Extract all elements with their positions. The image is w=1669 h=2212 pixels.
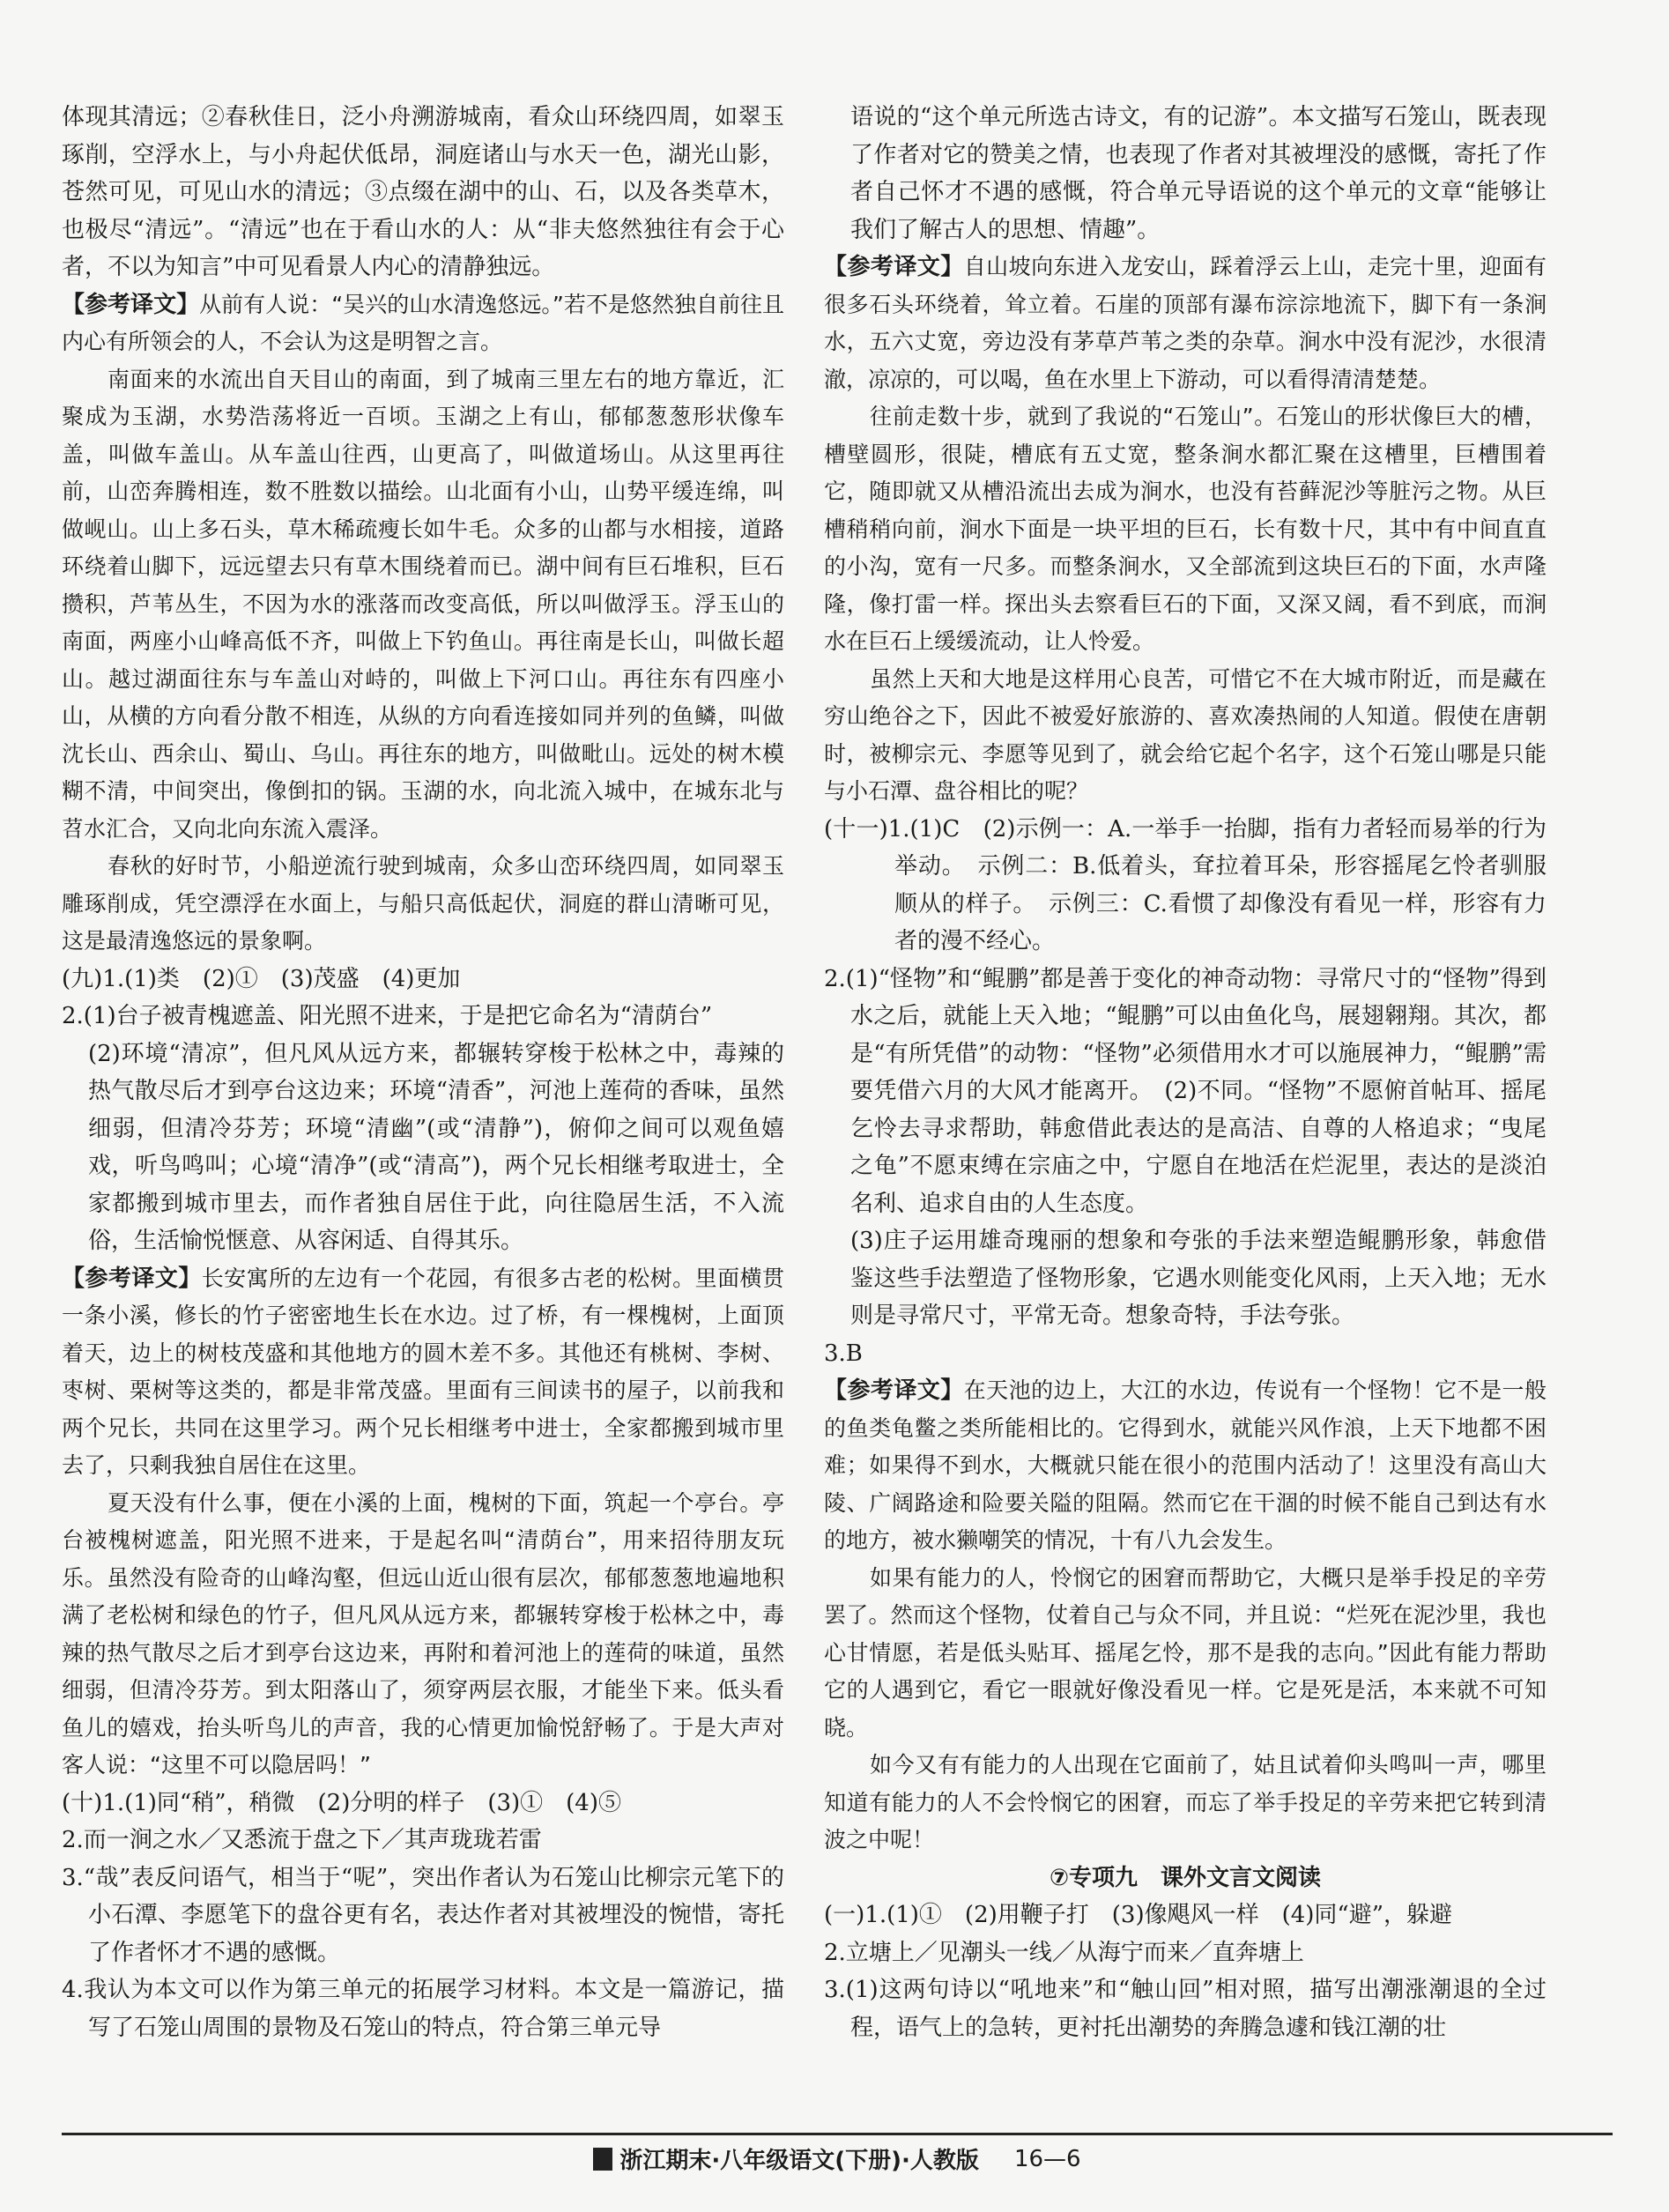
- translation-paragraph: 南面来的水流出自天目山的南面，到了城南三里左右的地方靠近，汇聚成为玉湖，水势浩荡将近一百顷。玉湖之上有山，郁郁葱葱形状像车盖，叫做车盖山。从车盖山往西，山更高了，叫做道场山。从这里再往前，山峦奔腾相连，数不胜数以描绘。山北面有小山，山势平缓连绵，叫做岘山。山上多石头，草木稀疏瘦长如牛毛。众多的山都与水相接，道路环绕着山脚下，远远望去只有草木围绕着而已。湖中间有巨石堆积，巨石攒积，芦苇丛生，不因为水的涨落而改变高低，所以叫做浮玉。浮玉山的南面，两座小山峰高低不齐，叫做上下钓鱼山。再往南是长山，叫做长超山。越过湖面往东与车盖山对峙的，叫做上下河口山。再往东有四座小山，从横的方向看分散不相连，从纵的方向看连接如同并列的鱼鳞，叫做沈长山、西余山、蜀山、乌山。再往东的地方，叫做毗山。远处的树木模糊不清，中间突出，像倒扣的锅。玉湖的水，向北流入城中，在城东北与苕水汇合，又向北向东流入震泽。: [62, 366, 784, 842]
- translation-paragraph: [62, 1260, 784, 1485]
- answer-line: (十)1.(1)同“稍”，稍微 (2)分明的样子 (3)① (4)⑤: [62, 1789, 621, 1816]
- answer-paragraph: 体现其清远；②春秋佳日，泛小舟溯游城南，看众山环绕四周，如翠玉琢削，空浮水上，与小舟起伏低昂，洞庭诸山与水天一色，湖光山影，苍然可见，可见山水的清远；③点缀在湖中的山、石，以及各类草木，也极尽“清远”。“清远”也在于看山水的人：从“非夫悠然独往有会于心者，不以为知言”中可见看景人内心的清静独远。: [62, 104, 784, 280]
- answer-paragraph: 2.(1)“怪物”和“鲲鹏”都是善于变化的神奇动物：寻常尺寸的“怪物”得到水之后，就能上天入地；“鲲鹏”可以由鱼化鸟，展翅翱翔。其次，都是“有所凭借”的动物：“怪物”必须借用水才可以施展神力，“鲲鹏”需要凭借六月的大风才能离开。 (2)不同。“怪物”不愿俯首帖耳、摇尾乞怜去寻求帮助，韩愈借此表达的是高洁、自尊的人格追求；“曳尾之龟”不愿束缚在宗庙之中，宁愿自在地活在烂泥里，表达的是淡泊名利、追求自由的人生态度。: [824, 965, 1547, 1217]
- translation-text: 在天池的边上，大江的水边，传说有一个怪物！它不是一般的鱼类龟鳖之类所能相比的。它得到水，就能兴风作浪，上天下地都不困难；如果得不到水，大概就只能在很小的范围内活动了！这里没有高山大陵、广阔路途和险要关隘的阻隔。然而它在干涸的时候不能自己到达有水的地方，被水獭嘲笑的情况，十有八九会发生。: [824, 1377, 1547, 1553]
- translation-paragraph: 虽然上天和大地是这样用心良苦，可惜它不在大城市附近，而是藏在穷山绝谷之下，因此不被爱好旅游的、喜欢凑热闹的人知道。假使在唐朝时，被柳宗元、李愿等见到了，就会给它起个名字，这个石笼山哪是只能与小石潭、盘谷相比的呢？: [824, 665, 1547, 804]
- translation-paragraph: 如果有能力的人，怜悯它的困窘而帮助它，大概只是举手投足的辛劳罢了。然而这个怪物，仗着自己与众不同，并且说：“烂死在泥沙里，我也心甘情愿，若是低头贴耳、摇尾乞怜，那不是我的志向。”因此有能力帮助它的人遇到它，看它一眼就好像没看见一样。它是死是活，本来就不可知晓。: [824, 1564, 1547, 1741]
- answer-paragraph: (十一)1.(1)C (2)示例一：A.一举手一抬脚，指有力者轻而易举的行为举动。 示例二：B.低着头，耷拉着耳朵，形容摇尾乞怜者驯服顺从的样子。 示例三：C.看惯了却像没有看见一样，形容有力者的漫不经心。: [824, 815, 1547, 954]
- translation-paragraph: [824, 1372, 1547, 1560]
- answer-line: 2.(1)台子被青槐遮盖、阳光照不进来，于是把它命名为“清荫台”: [62, 1003, 713, 1029]
- answer-paragraph: (2)环境“清凉”，但凡风从远方来，都辗转穿梭于松林之中，毒辣的热气散尽后才到亭台这边来；环境“清香”，河池上莲荷的香味，虽然细弱，但清冷芬芳；环境“清幽”(或“清静”)，俯仰之间可以观鱼嬉戏，听鸟鸣叫；心境“清净”(或“清高”)，两个兄长相继考取进士，全家都搬到城市里去，而作者独自居住于此，向往隐居生活，不入流俗，生活愉悦惬意、从容闲适、自得其乐。: [88, 1040, 784, 1254]
- translation-paragraph: 夏天没有什么事，便在小溪的上面，槐树的下面，筑起一个亭台。亭台被槐树遮盖，阳光照不进来，于是起名叫“清荫台”，用来招待朋友玩乐。虽然没有险奇的山峰沟壑，但远山近山很有层次，郁郁葱葱地遍地积满了老松树和绿色的竹子，但凡风从远方来，都辗转穿梭于松林之中，毒辣的热气散尽之后才到亭台这边来，再附和着河池上的莲荷的味道，虽然细弱，但清冷芬芳。到太阳落山了，须穿两层衣服，才能坐下来。低头看鱼儿的嬉戏，抬头听鸟儿的声音，我的心情更加愉悦舒畅了。于是大声对客人说：“这里不可以隐居吗！”: [62, 1489, 784, 1778]
- translation-tag: 【参考译文】: [824, 1377, 964, 1404]
- left-column: [62, 99, 784, 2046]
- right-column: [824, 99, 1547, 2046]
- translation-paragraph: 春秋的好时节，小船逆流行驶到城南，众多山峦环绕四周，如同翠玉雕琢削成，凭空漂浮在水面上，与船只高低起伏，洞庭的群山清晰可见，这是最清逸悠远的景象啊。: [62, 853, 784, 954]
- answer-paragraph: 语说的“这个单元所选古诗文，有的记游”。本文描写石笼山，既表现了作者对它的赞美之情，也表现了作者对其被埋没的感慨，寄托了作者自己怀才不遇的感慨，符合单元导语说的这个单元的文章“能够让我们了解古人的思想、情趣”。: [850, 104, 1547, 243]
- translation-paragraph: 如今又有有能力的人出现在它面前了，姑且试着仰头鸣叫一声，哪里知道有能力的人不会怜悯它的困窘，而忘了举手投足的辛劳来把它转到清波之中呢！: [824, 1752, 1547, 1852]
- translation-tag: 【参考译文】: [62, 291, 200, 318]
- answer-line: 3.B: [824, 1340, 863, 1367]
- answer-paragraph: 3.“哉”表反问语气，相当于“呢”，突出作者认为石笼山比柳宗元笔下的小石潭、李愿笔下的盘谷更有名，表达作者对其被埋没的惋惜，寄托了作者怀才不遇的感慨。: [62, 1864, 784, 1966]
- translation-tag: 【参考译文】: [62, 1265, 202, 1292]
- answer-paragraph: 3.(1)这两句诗以“吼地来”和“触山回”相对照，描写出潮涨潮退的全过程，语气上的急转，更衬托出潮势的奔腾急遽和钱江潮的壮: [824, 1977, 1547, 2041]
- answer-line: 2.立塘上／见潮头一线／从海宁而来／直奔塘上: [824, 1939, 1304, 1966]
- translation-tag: 【参考译文】: [824, 254, 964, 280]
- answer-paragraph: 4.我认为本文可以作为第三单元的拓展学习材料。本文是一篇游记，描写了石笼山周围的景物及石笼山的特点，符合第三单元导: [62, 1977, 784, 2041]
- translation-text: 长安寓所的左边有一个花园，有很多古老的松树。里面横贯一条小溪，修长的竹子密密地生长在水边。过了桥，有一棵槐树，上面顶着天，边上的树枝茂盛和其他地方的圆木差不多。其他还有桃树、李树、枣树、栗树等这类的，都是非常茂盛。里面有三间读书的屋子，以前我和两个兄长，共同在这里学习。两个兄长相继考中进士，全家都搬到城市里去了，只剩我独自居住在这里。: [62, 1265, 784, 1478]
- answer-line: (九)1.(1)类 (2)① (3)茂盛 (4)更加: [62, 965, 461, 992]
- translation-text: 自山坡向东进入龙安山，踩着浮云上山，走完十里，迎面有很多石头环绕着，耸立着。石崖的顶部有瀑布淙淙地流下，脚下有一条涧水，五六丈宽，旁边没有茅草芦苇之类的杂草。涧水中没有泥沙，水很清澈，凉凉的，可以喝，鱼在水里上下游动，可以看得清清楚楚。: [824, 254, 1547, 392]
- answer-line: 2.而一涧之水／又悉流于盘之下／其声珑珑若雷: [62, 1827, 542, 1853]
- page-footer: [62, 2133, 1613, 2175]
- answer-paragraph: (3)庄子运用雄奇瑰丽的想象和夸张的手法来塑造鲲鹏形象，韩愈借鉴这些手法塑造了怪物形象，它遇水则能变化风雨，上天入地；无水则是寻常尺寸，平常无奇。想象奇特，手法夸张。: [850, 1228, 1547, 1329]
- book-icon: [593, 2148, 612, 2171]
- translation-paragraph: [62, 286, 784, 361]
- section-heading: ⑦专项九 课外文言文阅读: [1049, 1864, 1321, 1891]
- book-title: 浙江期末·八年级语文(下册)·人教版: [619, 2148, 979, 2174]
- page-number: 16—6: [1013, 2145, 1081, 2172]
- translation-paragraph: [824, 249, 1547, 398]
- translation-paragraph: 往前走数十步，就到了我说的“石笼山”。石笼山的形状像巨大的槽，槽壁圆形，很陡，槽底有五丈宽，整条涧水都汇聚在这槽里，巨槽围着它，随即就又从槽沿流出去成为涧水，也没有苔藓泥沙等脏污之物。从巨槽稍稍向前，涧水下面是一块平坦的巨石，长有数十尺，其中有中间直直的小沟，宽有一尺多。而整条涧水，又全部流到这块巨石的下面，水声隆隆，像打雷一样。探出头去察看巨石的下面，又深又阔，看不到底，而涧水在巨石上缓缓流动，让人怜爱。: [824, 404, 1547, 654]
- translation-text: 从前有人说：“吴兴的山水清逸悠远。”若不是悠然独自前往且内心有所领会的人，不会认为这是明智之言。: [62, 291, 784, 354]
- answer-line: (一)1.(1)① (2)用鞭子打 (3)像飓风一样 (4)同“避”，躲避: [824, 1902, 1452, 1928]
